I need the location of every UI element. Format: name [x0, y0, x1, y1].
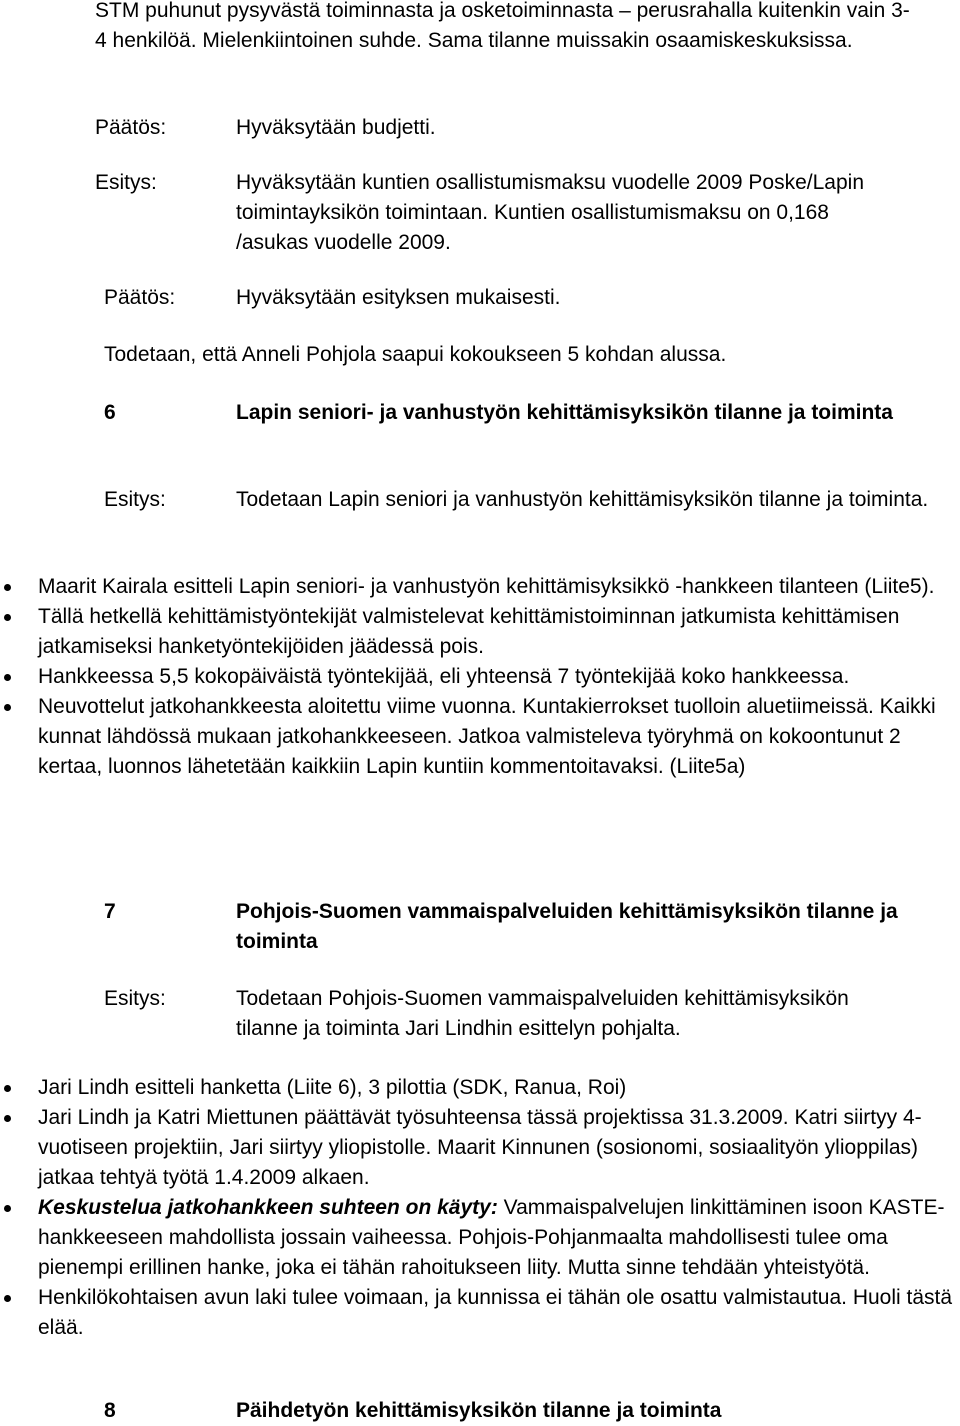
- list-item: Jari Lindh esitteli hanketta (Liite 6), 3 pilottia (SDK, Ranua, Roi): [0, 1073, 958, 1103]
- list-item: Hankkeessa 5,5 kokopäiväistä työntekijää, eli yhteensä 7 työntekijää koko hankkeessa.: [0, 662, 958, 692]
- proposal-text: Todetaan Pohjois-Suomen vammaispalveluiden kehittämisyksikön tilanne ja toiminta Jari Lindhin esittelyn pohjalta.: [236, 987, 849, 1040]
- proposal-label: Esitys:: [104, 488, 166, 511]
- section-heading: Pohjois-Suomen vammaispalveluiden kehittämisyksikön tilanne ja toiminta: [236, 900, 898, 953]
- proposal-label: Esitys:: [104, 987, 166, 1010]
- bullet-icon: [4, 1205, 11, 1212]
- bullet-icon: [4, 614, 11, 621]
- list-item: Maarit Kairala esitteli Lapin seniori- ja vanhustyön kehittämisyksikkö -hankkeen tilanteen (Liite5).: [0, 572, 958, 602]
- emphasis-text: Keskustelua jatkohankkeen suhteen on käyty:: [38, 1196, 498, 1219]
- bullet-icon: [4, 584, 11, 591]
- section-heading: Päihdetyön kehittämisyksikön tilanne ja toiminta: [236, 1399, 722, 1422]
- intro-paragraph: STM puhunut pysyvästä toiminnasta ja osketoiminnasta – perusrahalla kuitenkin vain 3-4 henkilöä. Mielenkiintoinen suhde. Sama tilanne muissakin osaamiskeskuksissa.: [95, 0, 910, 52]
- list-item: Tällä hetkellä kehittämistyöntekijät valmistelevat kehittämistoiminnan jatkumista kehittämisen jatkamiseksi hanketyöntekijöiden jäädessä pois.: [0, 602, 958, 662]
- bullet-icon: [4, 1295, 11, 1302]
- bullet-icon: [4, 704, 11, 711]
- proposal-label: Esitys:: [95, 171, 157, 194]
- section-number: 8: [104, 1399, 116, 1422]
- bullet-icon: [4, 674, 11, 681]
- section-number: 6: [104, 401, 116, 424]
- decision-label: Päätös:: [104, 286, 176, 309]
- bullet-icon: [4, 1115, 11, 1122]
- list-item: Keskustelua jatkohankkeen suhteen on käyty: Vammaispalvelujen linkittäminen isoon KASTE-hankkeeseen mahdollista jossain vaiheessa. Pohjois-Pohjanmaalta mahdollisesti tulee oma pienempi erillinen hanke, joka ei tähän rahoitukseen liity. Mutta sinne tehdään yhteistyötä.: [0, 1193, 958, 1283]
- proposal-text: Hyväksytään kuntien osallistumismaksu vuodelle 2009 Poske/Lapin toimintayksikön toimintaan. Kuntien osallistumismaksu on 0,168 /asukas vuodelle 2009.: [236, 171, 865, 254]
- decision-label: Päätös:: [95, 116, 167, 139]
- list-item: Jari Lindh ja Katri Miettunen päättävät työsuhteensa tässä projektissa 31.3.2009. Katri siirtyy 4-vuotiseen projektiin, Jari siirtyy yliopistolle. Maarit Kinnunen (sosionomi, sosiaalityön ylioppilas) jatkaa tehtyä työtä 1.4.2009 alkaen.: [0, 1103, 958, 1193]
- list-item: Neuvottelut jatkohankkeesta aloitettu viime vuonna. Kuntakierrokset tuolloin aluetiimeissä. Kaikki kunnat lähdössä mukaan jatkohankkeeseen. Jatkoa valmisteleva työryhmä on kokoontunut 2 kertaa, luonnos lähetetään kaikkiin Lapin kuntiin kommentoitavaksi. (Liite5a): [0, 692, 958, 782]
- decision-text: Hyväksytään budjetti.: [236, 116, 436, 139]
- section-heading: Lapin seniori- ja vanhustyön kehittämisyksikön tilanne ja toiminta: [236, 401, 893, 424]
- section-number: 7: [104, 900, 116, 923]
- list-item: Henkilökohtaisen avun laki tulee voimaan, ja kunnissa ei tähän ole osattu valmistautua. Huoli tästä elää.: [0, 1283, 958, 1343]
- section-7-bullets: [0, 1073, 960, 1343]
- proposal-text: Todetaan Lapin seniori ja vanhustyön kehittämisyksikön tilanne ja toiminta.: [236, 488, 929, 511]
- arrival-note: Todetaan, että Anneli Pohjola saapui kokoukseen 5 kohdan alussa.: [104, 343, 727, 366]
- decision-text: Hyväksytään esityksen mukaisesti.: [236, 286, 561, 309]
- bullet-icon: [4, 1085, 11, 1092]
- section-6-bullets: [0, 572, 960, 782]
